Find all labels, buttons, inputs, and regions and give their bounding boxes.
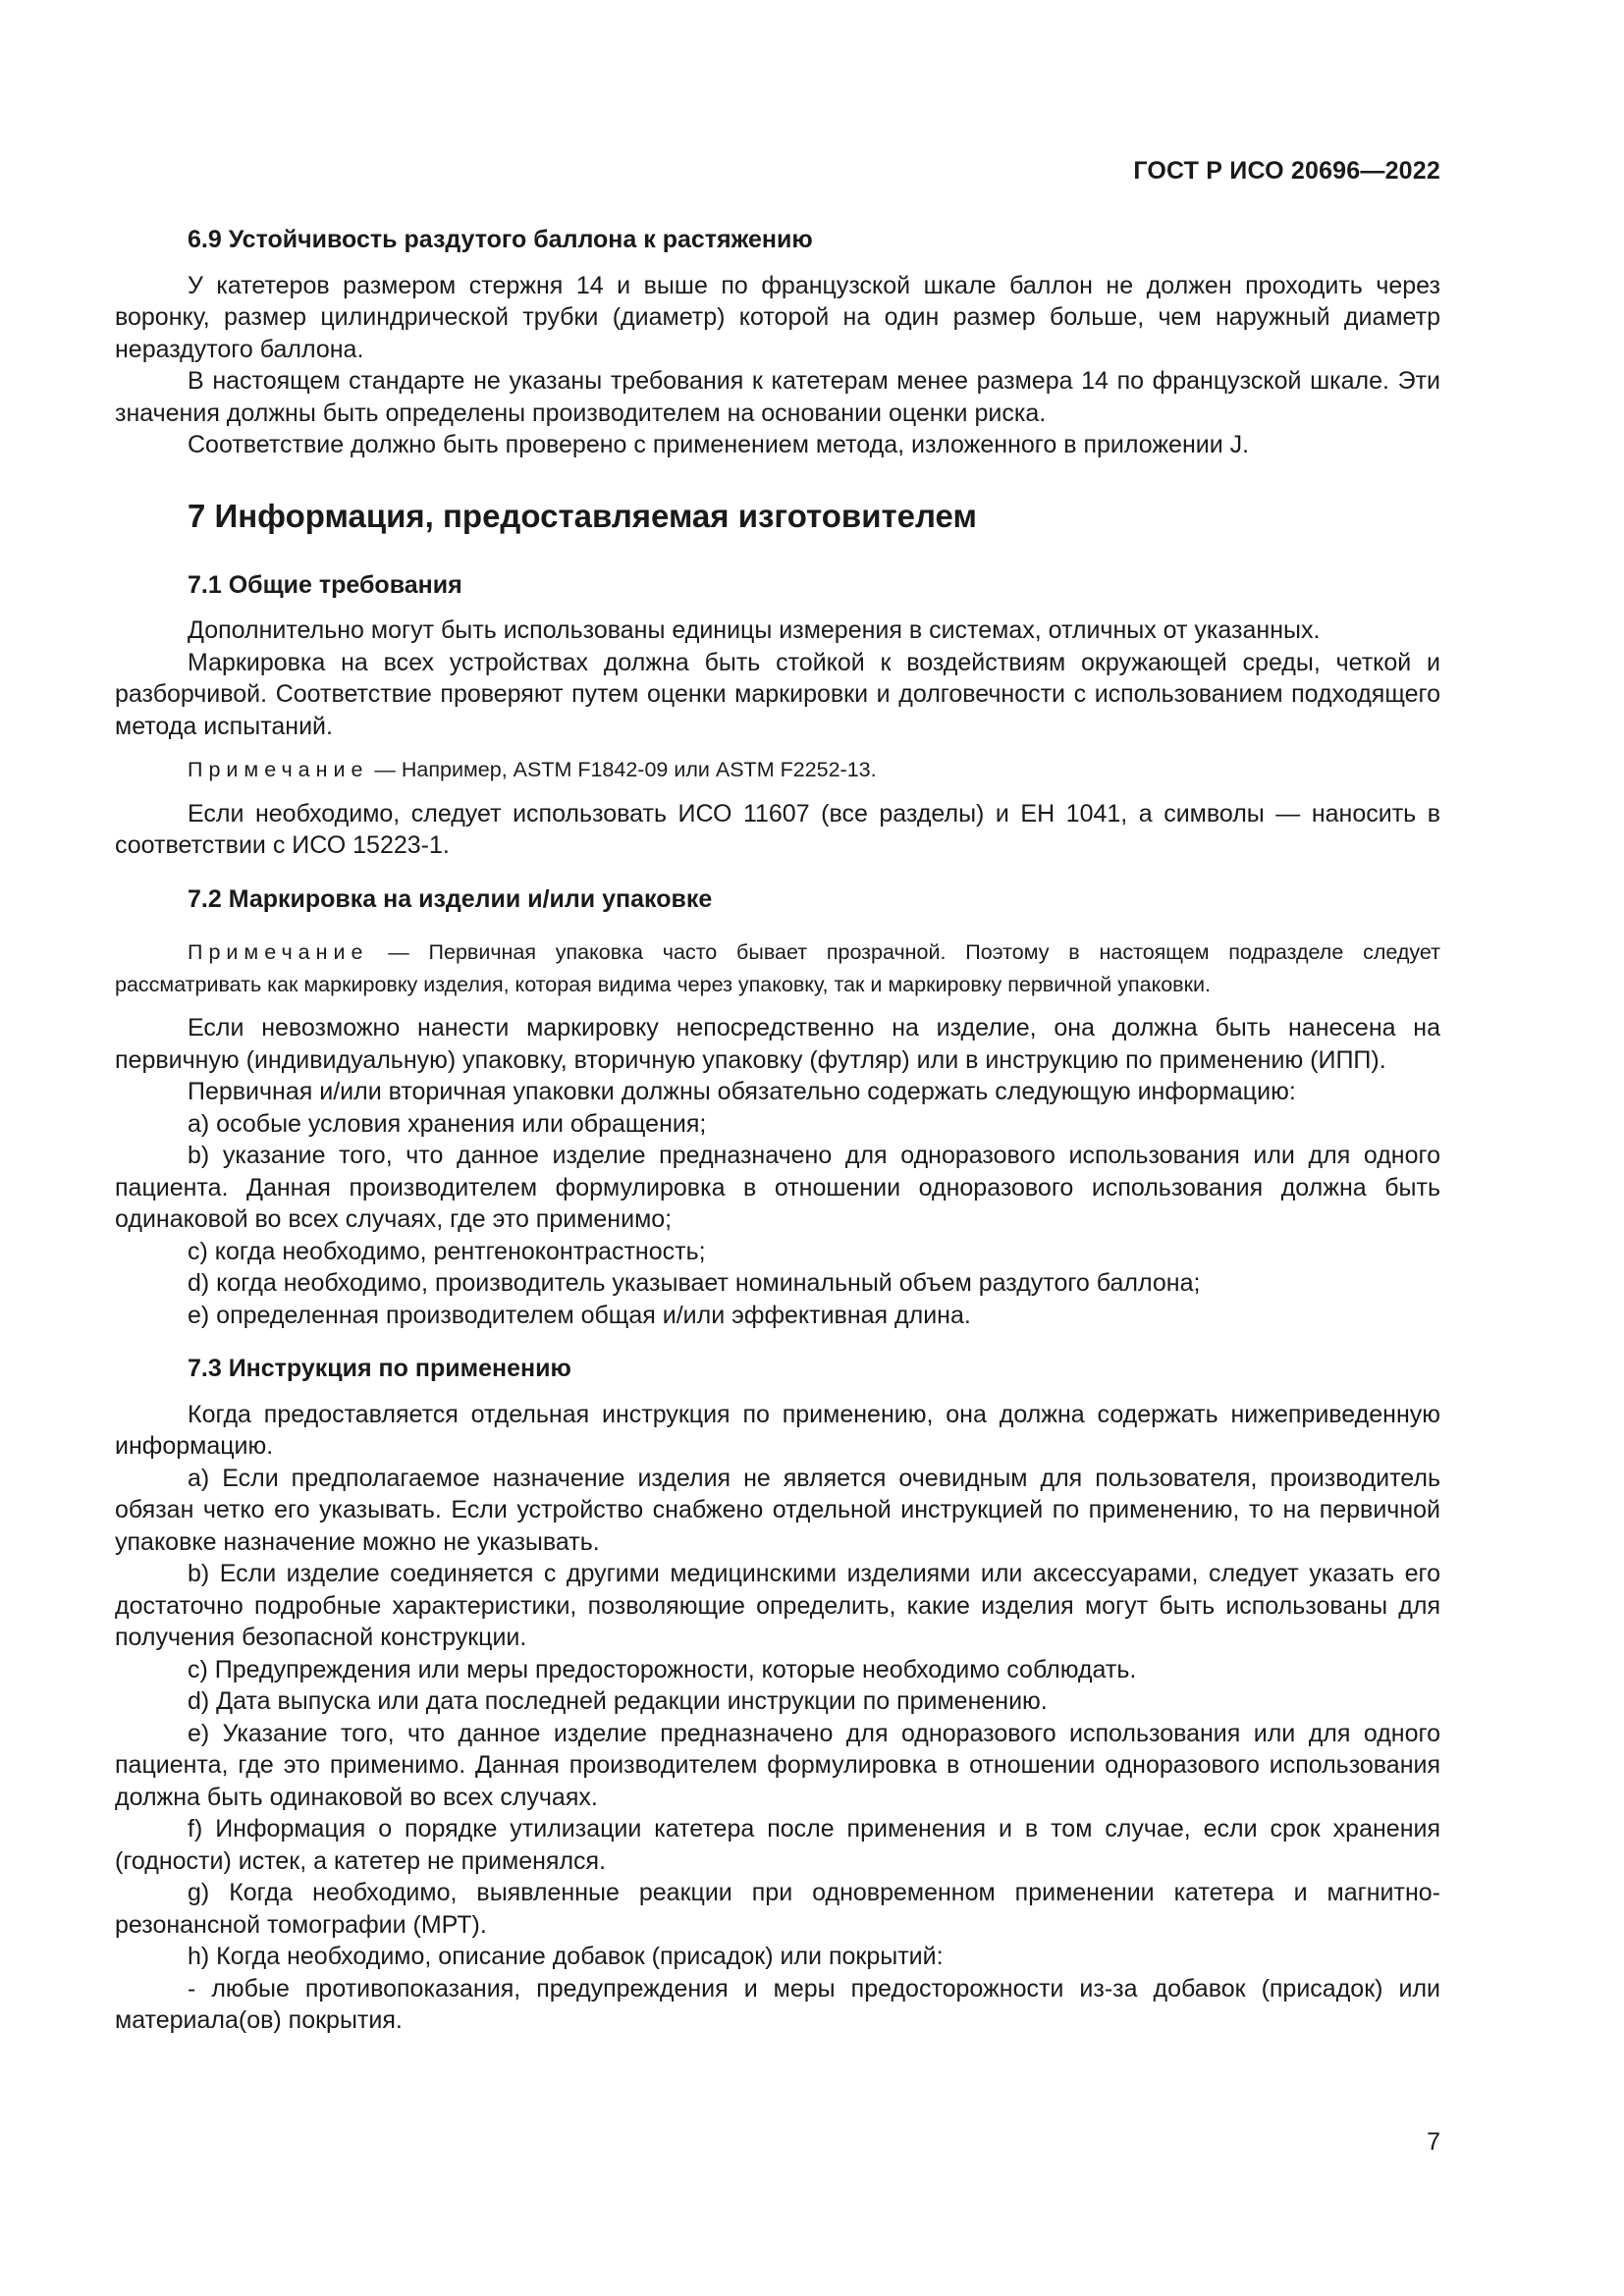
paragraph: Когда предоставляется отдельная инструкция по применению, она должна содержать нижеприведенную информацию. (115, 1400, 1440, 1460)
heading-7-2: 7.2 Маркировка на изделии и/или упаковке (188, 884, 713, 913)
list-item: - любые противопоказания, предупреждения и меры предосторожности из-за добавок (присадок) или материала(ов) покрытия. (115, 1974, 1440, 2034)
heading-7-1: 7.1 Общие требования (188, 570, 462, 599)
list-item: d) Дата выпуска или дата последней редакции инструкции по применению. (188, 1687, 1048, 1715)
note (115, 754, 1440, 786)
paragraph: Если необходимо, следует использовать ИСО 11607 (все разделы) и ЕН 1041, а символы — наносить в соответствии с ИСО 15223-1. (115, 799, 1440, 859)
list-item: g) Когда необходимо, выявленные реакции при одновременном применении катетера и магнитно-резонансной томографии (МРТ). (115, 1879, 1440, 1939)
list-item: h) Когда необходимо, описание добавок (присадок) или покрытий: (188, 1943, 944, 1970)
paragraph: В настоящем стандарте не указаны требования к катетерам менее размера 14 по французской шкале. Эти значения должны быть определены производителем на основании оценки риска. (115, 367, 1440, 427)
list-item: a) особые условия хранения или обращения; (188, 1109, 707, 1138)
paragraph: Маркировка на всех устройствах должна быть стойкой к воздействиям окружающей среды, четкой и разборчивой. Соответствие проверяют путем оценки маркировки и долговечности с использованием подходящего метода испытаний. (115, 648, 1440, 740)
list-item: e) Указание того, что данное изделие предназначено для одноразового использования или для одного пациента, где это применимо. Данная производителем формулировка в отношении одноразового использования должна быть одинаковой во всех случаях. (115, 1719, 1440, 1811)
paragraph: Дополнительно могут быть использованы единицы измерения в системах, отличных от указанных. (188, 616, 1321, 644)
page-content (115, 224, 1440, 2037)
list-item: f) Информация о порядке утилизации катетера после применения и в том случае, если срок хранения (годности) истек, а катетер не применялся. (115, 1815, 1440, 1875)
note (115, 936, 1440, 1000)
list-item: b) Если изделие соединяется с другими медицинскими изделиями или аксессуарами, следует указать его достаточно подробные характеристики, позволяющие определить, какие изделия могут быть использованы для получения безопасной конструкции. (115, 1560, 1440, 1651)
paragraph: Если невозможно нанести маркировку непосредственно на изделие, она должна быть нанесена на первичную (индивидуальную) упаковку, вторичную упаковку (футляр) или в инструкцию по применению (ИПП). (115, 1014, 1440, 1074)
paragraph: Соответствие должно быть проверено с применением метода, изложенного в приложении J. (188, 431, 1250, 458)
paragraph: Первичная и/или вторичная упаковки должны обязательно содержать следующую информацию: (188, 1078, 1296, 1105)
heading-6-9: 6.9 Устойчивость раздутого баллона к растяжению (188, 226, 813, 253)
note-text: — Например, ASTM F1842-09 или ASTM F2252-13. (368, 758, 877, 781)
list-item: e) определенная производителем общая и/или эффективная длина. (188, 1301, 971, 1329)
list-item: d) когда необходимо, производитель указывает номинальный объем раздутого баллона; (188, 1269, 1201, 1297)
paragraph: У катетеров размером стержня 14 и выше по французской шкале баллон не должен проходить через воронку, размер цилиндрической трубки (диаметр) которой на один размер больше, чем наружный диаметр нераздутого баллона. (115, 271, 1440, 363)
heading-7: 7 Информация, предоставляемая изготовителем (188, 497, 977, 534)
note-text: — Первичная упаковка часто бывает прозрачной. Поэтому в настоящем подразделе следует рассматривать как маркировку изделия, которая видима через упаковку, так и маркировку первичной упаковки. (115, 940, 1440, 996)
note-label: Примечание (188, 940, 369, 964)
heading-7-3: 7.3 Инструкция по применению (188, 1355, 571, 1382)
page-number: 7 (1427, 2128, 1440, 2156)
list-item: c) когда необходимо, рентгеноконтрастность; (188, 1237, 706, 1265)
list-item: b) указание того, что данное изделие предназначено для одноразового использования или для одного пациента. Данная производителем формулировка в отношении одноразового использования должна быть одинаковой во всех случаях, где это применимо; (115, 1142, 1440, 1233)
note-label: Примечание (188, 758, 369, 781)
standard-code: ГОСТ Р ИСО 20696—2022 (1133, 157, 1440, 185)
list-item: a) Если предполагаемое назначение изделия не является очевидным для пользователя, производитель обязан четко его указывать. Если устройство снабжено отдельной инструкцией по применению, то на первичной упаковке назначение можно не указывать. (115, 1464, 1440, 1556)
list-item: c) Предупреждения или меры предосторожности, которые необходимо соблюдать. (188, 1655, 1137, 1683)
